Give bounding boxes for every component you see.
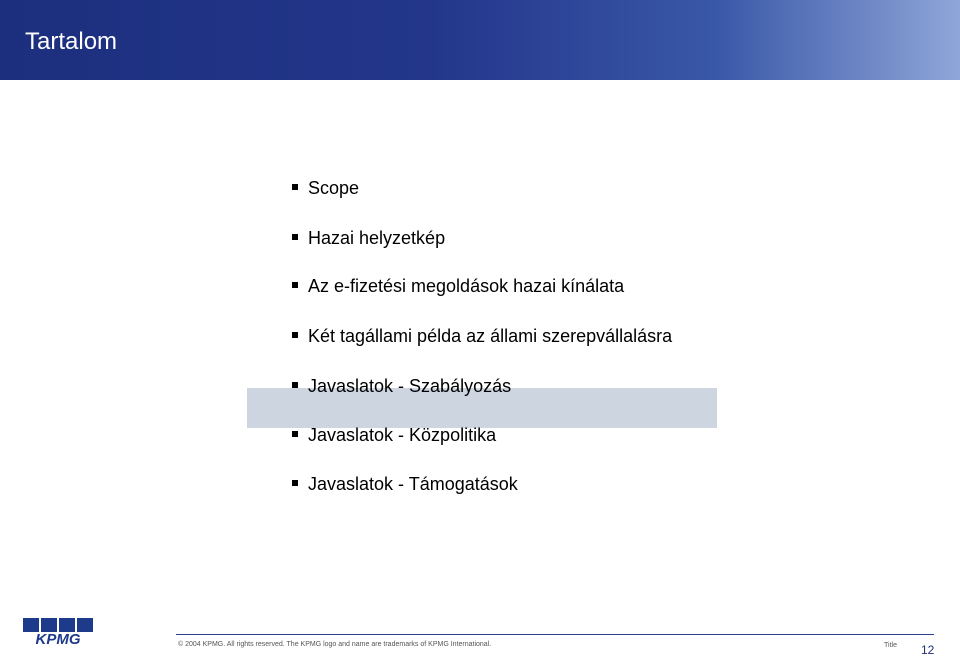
agenda-item-kozpolitika	[292, 423, 496, 447]
agenda-item-szabalyozas	[292, 374, 511, 398]
agenda-item-label: Két tagállami példa az állami szerepvállalásra	[308, 325, 673, 346]
agenda-item-tamogatasok	[292, 472, 518, 496]
bullet-icon	[292, 480, 298, 486]
agenda-item-label: Hazai helyzetkép	[308, 227, 446, 248]
footer-rule	[176, 634, 934, 635]
bullet-icon	[292, 382, 298, 388]
kpmg-logo	[22, 617, 94, 649]
page-title: Tartalom	[25, 28, 118, 55]
header-bar	[0, 0, 960, 80]
logo-text: KPMG	[35, 631, 81, 648]
agenda-item-tagallami-pelda	[292, 324, 672, 348]
agenda-item-scope	[292, 176, 359, 200]
bullet-icon	[292, 431, 298, 437]
bullet-icon	[292, 184, 298, 190]
bullet-icon	[292, 332, 298, 338]
agenda-item-label: Az e-fizetési megoldások hazai kínálata	[308, 275, 625, 296]
agenda-item-label: Javaslatok - Szabályozás	[308, 375, 512, 396]
agenda-item-label: Javaslatok - Közpolitika	[308, 424, 497, 445]
agenda-item-hazai-helyzetkep	[292, 226, 445, 250]
bullet-icon	[292, 234, 298, 240]
agenda-item-label: Javaslatok - Támogatások	[308, 473, 518, 494]
footer-title: Title	[884, 642, 897, 649]
agenda-item-label: Scope	[308, 177, 360, 198]
copyright-notice: © 2004 KPMG. All rights reserved. The KPMG logo and name are trademarks of KPMG International.	[178, 641, 492, 648]
page-number: 12	[921, 643, 935, 657]
bullet-icon	[292, 282, 298, 288]
agenda-item-e-fizetesi	[292, 274, 624, 298]
